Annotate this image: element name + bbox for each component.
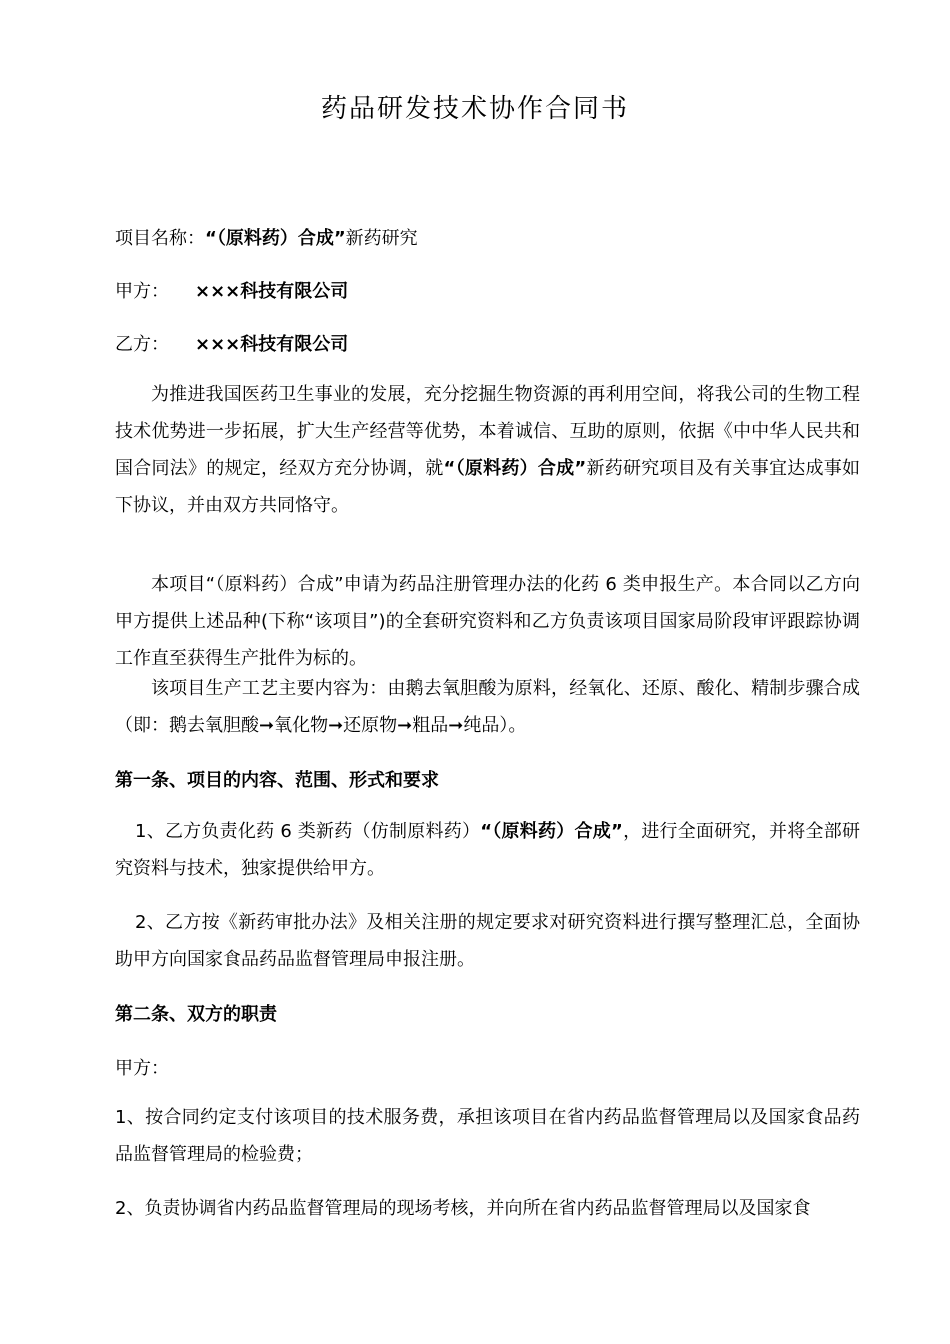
project-name: “（原料药）合成” <box>205 228 346 249</box>
party-a-name: ×××科技有限公司 <box>195 281 349 302</box>
intro-paragraph-1 <box>115 376 860 524</box>
article-2-item-1: 1、按合同约定支付该项目的技术服务费，承担该项目在省内药品监督管理局以及国家食品药品监督管理局的检验费； <box>115 1107 860 1165</box>
intro-p1-text-before: 为推进我国医药卫生事业的发展，充分挖掘生物资源的再利用空间，将我公司的生物工程技术优势进一步拓展，扩大生产经营等优势，本着诚信、互助的原则，依据《中中华人民共和国合同法》的规定，经双方充分协调，就 <box>115 384 860 479</box>
article-2-item-2: 2、负责协调省内药品监督管理局的现场考核，并向所在省内药品监督管理局以及国家食 <box>115 1198 811 1219</box>
intro-paragraph-3: 该项目生产工艺主要内容为：由鹅去氧胆酸为原料，经氧化、还原、酸化、精制步骤合成（即：鹅去氧胆酸➞氧化物➞还原物➞粗品➞纯品）。 <box>115 678 860 736</box>
project-name-line <box>115 224 418 250</box>
intro-p1-text-after: 新药研究项目及有关事宜达成事如下协议，并由双方共同恪守。 <box>115 458 861 516</box>
party-a-line <box>115 277 348 303</box>
article-2-heading: 第二条、双方的职责 <box>115 1004 277 1025</box>
article-1-item-1-after: ，进行全面研究，并将全部研究资料与技术，独家提供给甲方。 <box>115 821 860 879</box>
party-b-line <box>115 330 348 356</box>
intro-paragraph-2: 本项目“（原料药）合成”申请为药品注册管理办法的化药 6 类申报生产。本合同以乙方向甲方提供上述品种(下称“该项目”)的全套研究资料和乙方负责该项目国家局阶段审评跟踪协调工作直至获得生产批件为标的。 <box>115 574 860 669</box>
project-label: 项目名称： <box>115 228 205 249</box>
document-title: 药品研发技术协作合同书 <box>320 94 629 124</box>
project-suffix: 新药研究 <box>345 228 418 249</box>
party-a-label: 甲方： <box>115 281 169 302</box>
article-1-heading: 第一条、项目的内容、范围、形式和要求 <box>115 770 439 791</box>
article-1-item-1 <box>115 813 860 887</box>
article-2-party-a: 甲方： <box>115 1058 169 1079</box>
party-b-name: ×××科技有限公司 <box>195 334 349 355</box>
article-1-item-1-bold: “（原料药）合成” <box>480 821 623 842</box>
intro-p1-bold: “（原料药）合成” <box>443 458 587 479</box>
party-b-label: 乙方： <box>115 334 169 355</box>
article-1-item-1-before: 1、乙方负责化药 6 类新药（仿制原料药） <box>135 821 481 842</box>
article-1-item-2: 2、乙方按《新药审批办法》及相关注册的规定要求对研究资料进行撰写整理汇总，全面协助甲方向国家食品药品监督管理局申报注册。 <box>115 912 860 970</box>
